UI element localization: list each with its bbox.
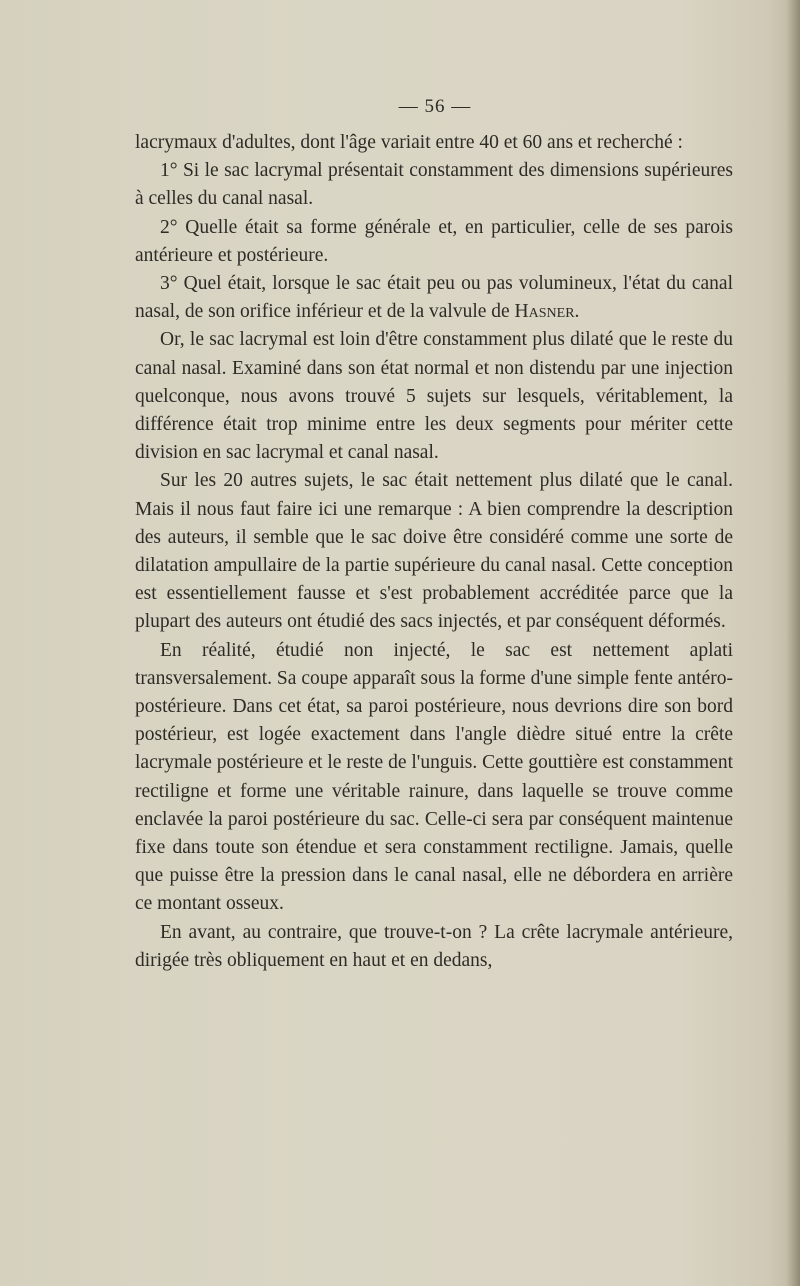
paragraph-item-1: 1° Si le sac lacrymal présentait constamment des dimensions supérieures à celles du canal nasal. — [135, 160, 733, 210]
paragraph-reality: En réalité, étudié non injecté, le sac est nettement aplati transversalement. Sa coupe apparaît sous la forme d'une simple fente antéro-postérieure. Dans cet état, sa paroi postérieure, nous devrions dire son bord postérieur, est logée exactement dans l'angle dièdre situé entre la crête lacrymale postérieure et le reste de l'unguis. Cette gouttière est constamment rectiligne et forme une véritable rainure, dans laquelle se trouve comme enclavée la paroi postérieure du sac. Celle-ci sera par conséquent maintenue fixe dans toute son étendue et sera constamment rectiligne. Jamais, quelle que puisse être la pression dans le canal nasal, elle ne débordera en arrière ce montant osseux. — [135, 639, 733, 915]
paragraph-observation: Or, le sac lacrymal est loin d'être constamment plus dilaté que le reste du canal nasal. Examiné dans son état normal et non distendu par une injection quelconque, nous avons trouvé 5 sujets sur lesquels, véritablement, la différence était trop minime entre les deux segments pour mériter cette division en sac lacrymal et canal nasal. — [135, 329, 733, 464]
paragraph-item-3 — [135, 270, 733, 326]
paragraph-anterior: En avant, au contraire, que trouve-t-on ? La crête lacrymale antérieure, dirigée très obliquement en haut et en dedans, — [135, 921, 733, 971]
paragraph-continuation: lacrymaux d'adultes, dont l'âge variait entre 40 et 60 ans et recherché : — [135, 132, 683, 153]
paragraph-item-2: 2° Quelle était sa forme générale et, en particulier, celle de ses parois antérieure et postérieure. — [135, 216, 733, 266]
page-number: — 56 — — [398, 96, 472, 117]
page-edge — [786, 0, 800, 1286]
paragraph-remark: Sur les 20 autres sujets, le sac était nettement plus dilaté que le canal. Mais il nous faut faire ici une remarque : A bien comprendre la description des auteurs, il semble que le sac doive être considéré comme une sorte de dilatation ampullaire de la partie supérieure du canal nasal. Cette conception est essentiellement fausse et s'est probablement accréditée parce que la plupart des auteurs ont étudié des sacs injectés, et par conséquent déformés. — [135, 470, 733, 633]
paragraph-item-3-end: . — [574, 301, 580, 323]
paragraph-item-3-text: 3° Quel était, lorsque le sac était peu ou pas volumineux, l'état du canal nasal, de son orifice inférieur et de la valvule de — [135, 273, 733, 323]
body-text — [135, 129, 733, 975]
author-name-hasner: Hasner — [514, 301, 575, 323]
